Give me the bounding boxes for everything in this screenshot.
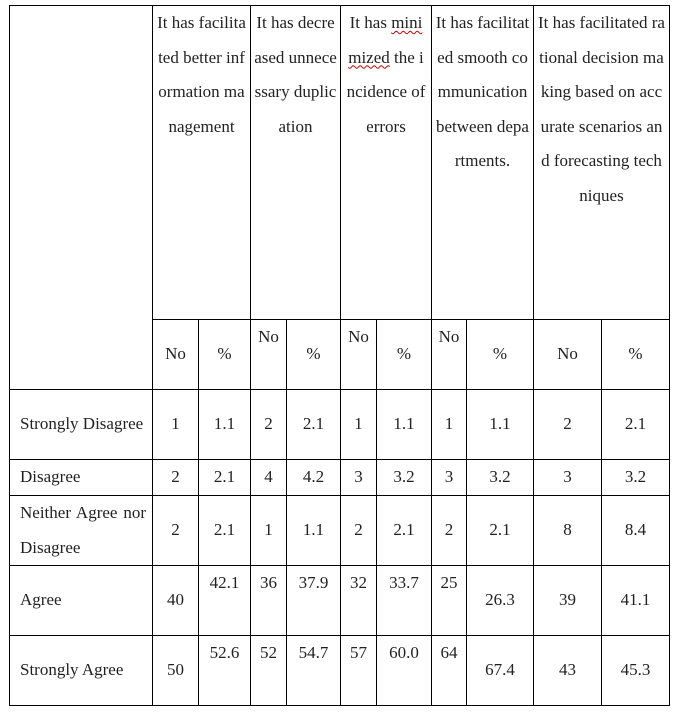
count-cell: 2 <box>341 496 377 566</box>
percent-cell: 42.1 <box>199 566 251 636</box>
count-header: No <box>341 320 377 390</box>
row-label: Strongly Agree <box>10 636 153 706</box>
count-cell: 3 <box>534 460 602 496</box>
count-cell: 40 <box>153 566 199 636</box>
question-text: It has minimized the incidence of errors <box>346 13 426 136</box>
question-header-row <box>10 6 670 320</box>
question-header <box>341 6 432 320</box>
table-row <box>10 636 670 706</box>
question-header: It has facilitated rational decision making based on accurate scenarios and forecasting techniques <box>534 6 670 320</box>
percent-cell: 2.1 <box>377 496 432 566</box>
question-header: It has decreased unnecessary duplication <box>251 6 341 320</box>
question-header: It has facilitated smooth communication between departments. <box>432 6 534 320</box>
percent-header: % <box>287 320 341 390</box>
count-header: No <box>153 320 199 390</box>
count-cell: 2 <box>153 460 199 496</box>
count-header: No <box>534 320 602 390</box>
percent-cell: 41.1 <box>602 566 670 636</box>
percent-cell: 1.1 <box>199 390 251 460</box>
count-cell: 1 <box>341 390 377 460</box>
row-label: Strongly Disagree <box>10 390 153 460</box>
percent-cell: 26.3 <box>467 566 534 636</box>
percent-cell: 33.7 <box>377 566 432 636</box>
count-cell: 2 <box>251 390 287 460</box>
corner-cell <box>10 6 153 390</box>
percent-cell: 3.2 <box>602 460 670 496</box>
count-cell: 25 <box>432 566 467 636</box>
count-cell: 1 <box>153 390 199 460</box>
percent-cell: 1.1 <box>467 390 534 460</box>
percent-cell: 4.2 <box>287 460 341 496</box>
count-cell: 2 <box>432 496 467 566</box>
percent-header: % <box>199 320 251 390</box>
count-cell: 64 <box>432 636 467 706</box>
percent-cell: 1.1 <box>377 390 432 460</box>
percent-cell: 1.1 <box>287 496 341 566</box>
percent-cell: 8.4 <box>602 496 670 566</box>
row-label: Disagree <box>10 460 153 496</box>
count-cell: 43 <box>534 636 602 706</box>
percent-header: % <box>467 320 534 390</box>
count-header: No <box>251 320 287 390</box>
percent-header: % <box>602 320 670 390</box>
table-row <box>10 566 670 636</box>
percent-cell: 60.0 <box>377 636 432 706</box>
percent-cell: 2.1 <box>199 496 251 566</box>
count-cell: 52 <box>251 636 287 706</box>
percent-cell: 52.6 <box>199 636 251 706</box>
count-cell: 36 <box>251 566 287 636</box>
survey-results-table <box>9 5 670 706</box>
count-cell: 1 <box>251 496 287 566</box>
percent-cell: 54.7 <box>287 636 341 706</box>
count-cell: 8 <box>534 496 602 566</box>
count-cell: 32 <box>341 566 377 636</box>
table-container <box>9 5 670 706</box>
percent-cell: 45.3 <box>602 636 670 706</box>
count-cell: 3 <box>432 460 467 496</box>
row-label: Agree <box>10 566 153 636</box>
percent-cell: 3.2 <box>377 460 432 496</box>
percent-cell: 3.2 <box>467 460 534 496</box>
table-row <box>10 496 670 566</box>
row-label: Neither Agree nor Disagree <box>10 496 153 566</box>
percent-cell: 2.1 <box>602 390 670 460</box>
count-header: No <box>432 320 467 390</box>
count-cell: 2 <box>534 390 602 460</box>
count-cell: 39 <box>534 566 602 636</box>
percent-cell: 2.1 <box>199 460 251 496</box>
spellcheck-underline: minimized <box>348 13 423 67</box>
percent-header: % <box>377 320 432 390</box>
percent-cell: 37.9 <box>287 566 341 636</box>
count-cell: 57 <box>341 636 377 706</box>
question-header: It has facilitated better information management <box>153 6 251 320</box>
percent-cell: 2.1 <box>287 390 341 460</box>
count-cell: 4 <box>251 460 287 496</box>
percent-cell: 67.4 <box>467 636 534 706</box>
count-cell: 2 <box>153 496 199 566</box>
count-cell: 1 <box>432 390 467 460</box>
table-row <box>10 390 670 460</box>
percent-cell: 2.1 <box>467 496 534 566</box>
count-cell: 3 <box>341 460 377 496</box>
count-cell: 50 <box>153 636 199 706</box>
table-row <box>10 460 670 496</box>
